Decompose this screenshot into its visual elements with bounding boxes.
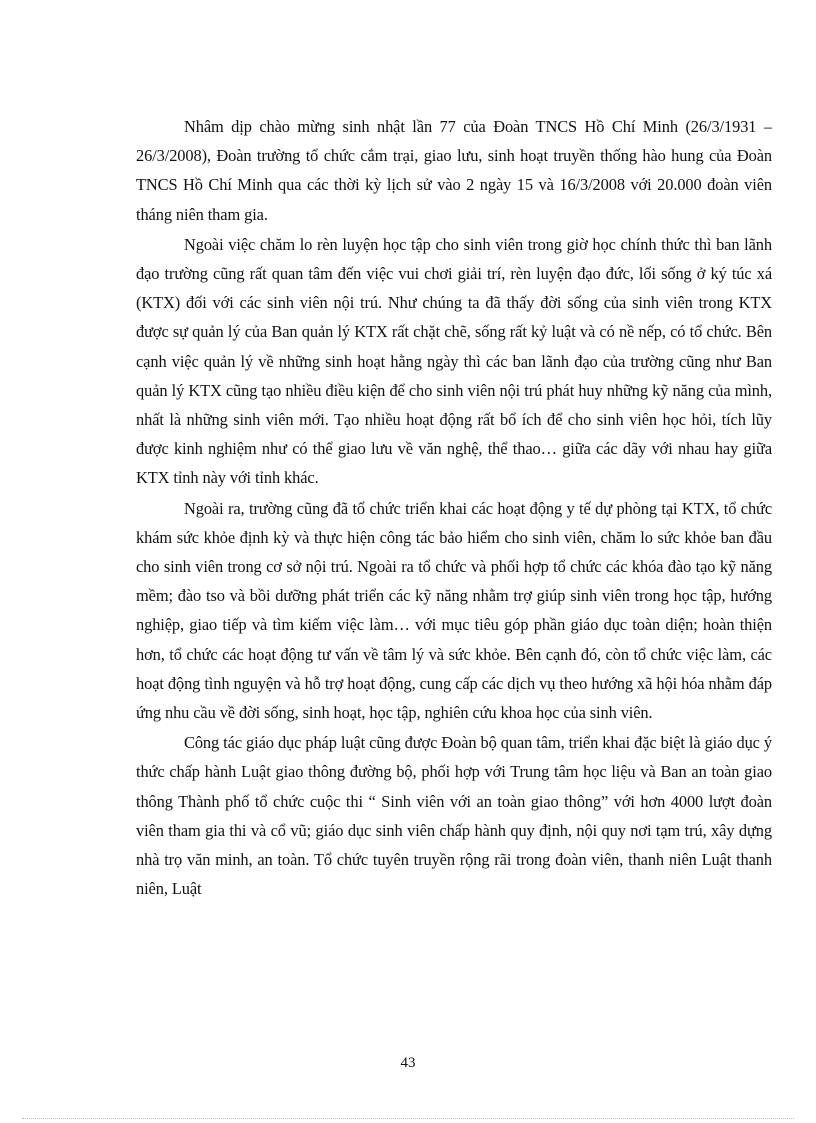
paragraph-2: Ngoài việc chăm lo rèn luyện học tập cho sinh viên trong giờ học chính thức thì ban lãnh đạo trường cũng rất quan tâm đến việc vui chơi giải trí, rèn luyện đạo đức, lối sống ở ký túc xá (KTX) đối với các sinh viên nội trú. Như chúng ta đã thấy đời sống của sinh viên trong KTX được sự quản lý của Ban quản lý KTX rất chặt chẽ, sống rất kỷ luật và có nề nếp, có tổ chức. Bên cạnh việc quản lý về những sinh hoạt hằng ngày thì các ban lãnh đạo của trường cũng như Ban quản lý KTX cũng tạo nhiều điều kiện để cho sinh viên nội trú phát huy những kỹ năng của mình, nhất là những sinh viên mới. Tạo nhiều hoạt động rất bổ ích để cho sinh viên học hỏi, tích lũy được kinh nghiệm như có thể giao lưu về văn nghệ, thể thao… giữa các dãy với nhau hay giữa KTX tỉnh này với tỉnh khác. bbox=[136, 234, 772, 488]
paragraph-4: Công tác giáo dục pháp luật cũng được Đoàn bộ quan tâm, triển khai đặc biệt là giáo dục ý thức chấp hành Luật giao thông đường bộ, phối hợp với Trung tâm học liệu và Ban an toàn giao thông Thành phố tổ chức cuộc thi “ Sinh viên với an toàn giao thông” với hơn 4000 lượt đoàn viên tham gia thi và cổ vũ; giáo dục sinh viên chấp hành quy định, nội quy nơi tạm trú, xây dựng nhà trọ văn minh, an toàn. Tổ chức tuyên truyền rộng rãi trong đoàn viên, thanh niên Luật thanh niên, Luật bbox=[136, 733, 772, 899]
page-bottom-rule bbox=[22, 1118, 794, 1119]
page-number: 43 bbox=[400, 1055, 416, 1071]
paragraph-3: Ngoài ra, trường cũng đã tổ chức triển khai các hoạt động y tế dự phòng tại KTX, tổ chức khám sức khỏe định kỳ và thực hiện công tác bảo hiểm cho sinh viên, chăm lo sức khỏe ban đầu cho sinh viên trong cơ sở nội trú. Ngoài ra tổ chức và phối hợp tổ chức các khóa đào tạo kỹ năng mềm; đào tso và bồi dưỡng phát triển các kỹ năng nhằm trợ giúp sinh viên trong học tập, hướng nghiệp, giao tiếp và tìm kiếm việc làm… với mục tiêu góp phần giáo dục toàn diện; hoàn thiện hơn, tổ chức các hoạt động tư vấn về tâm lý và sức khỏe. Bên cạnh đó, còn tổ chức việc làm, các hoạt động tình nguyện và hỗ trợ hoạt động, cung cấp các dịch vụ theo hướng xã hội hóa nhằm đáp ứng nhu cầu về đời sống, sinh hoạt, học tập, nghiên cứu khoa học của sinh viên. bbox=[136, 498, 772, 723]
body-text bbox=[136, 112, 772, 904]
paragraph-1: Nhâm dịp chào mừng sinh nhật lần 77 của Đoàn TNCS Hồ Chí Minh (26/3/1931 – 26/3/2008), Đoàn trường tổ chức cắm trại, giao lưu, sinh hoạt truyền thống hào hung của Đoàn TNCS Hồ Chí Minh qua các thời kỳ lịch sử vào 2 ngày 15 và 16/3/2008 với 20.000 đoàn viên tháng niên tham gia. bbox=[136, 117, 772, 224]
